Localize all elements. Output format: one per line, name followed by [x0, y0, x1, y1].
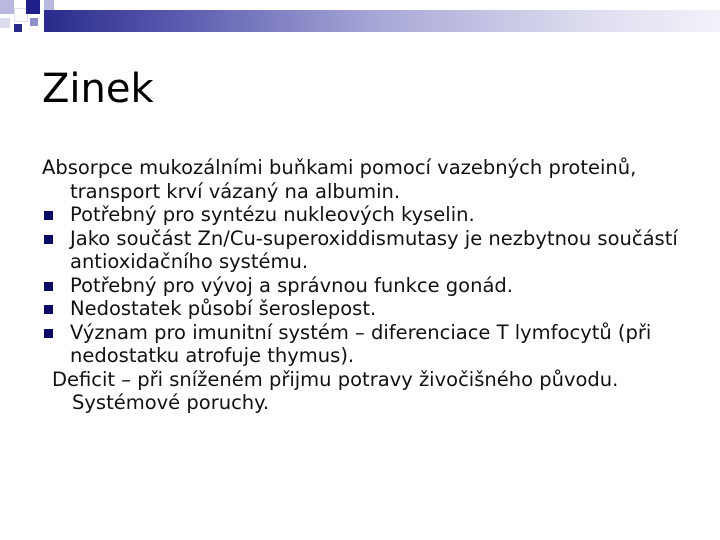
square-bullet-icon — [44, 235, 53, 244]
slide-title: Zinek — [42, 66, 154, 112]
bullet-text: Jako součást Zn/Cu-superoxiddismutasy je nezbytnou součástí antioxidačního systému. — [70, 226, 678, 273]
intro-paragraph: Absorpce mukozálními buňkami pomocí vazebných proteinů, transport krví vázaný na albumin. — [42, 156, 637, 203]
decorative-square — [14, 24, 22, 32]
decorative-square — [0, 0, 14, 14]
bullet-text: Potřebný pro syntézu nukleových kyselin. — [70, 203, 475, 226]
slide-body — [42, 156, 692, 415]
bullet-text: Význam pro imunitní systém – diferenciace T lymfocytů (při nedostatku atrofuje thymus). — [70, 320, 652, 367]
bullet-text: Potřebný pro vývoj a správnou funkce gonád. — [70, 273, 513, 297]
outro-paragraph: Deficit – při sníženém přijmu potravy živočišného původu. Systémové poruchy. — [52, 367, 619, 414]
bullet-item — [42, 297, 692, 321]
square-bullet-icon — [44, 211, 53, 220]
square-bullet-icon — [44, 282, 53, 291]
header-gradient-bar — [44, 10, 720, 32]
decorative-square — [30, 18, 38, 26]
bullet-item — [42, 321, 692, 368]
decorative-square — [0, 18, 10, 28]
slide-header-decoration — [0, 0, 720, 40]
bullet-item — [42, 227, 692, 274]
bullet-text: Nedostatek působí šeroslepost. — [70, 297, 377, 320]
square-bullet-icon — [44, 329, 53, 338]
bullet-item — [42, 203, 692, 227]
decorative-square — [26, 0, 40, 14]
square-bullet-icon — [44, 305, 53, 314]
decorative-square — [44, 0, 54, 10]
bullet-item — [42, 274, 692, 298]
